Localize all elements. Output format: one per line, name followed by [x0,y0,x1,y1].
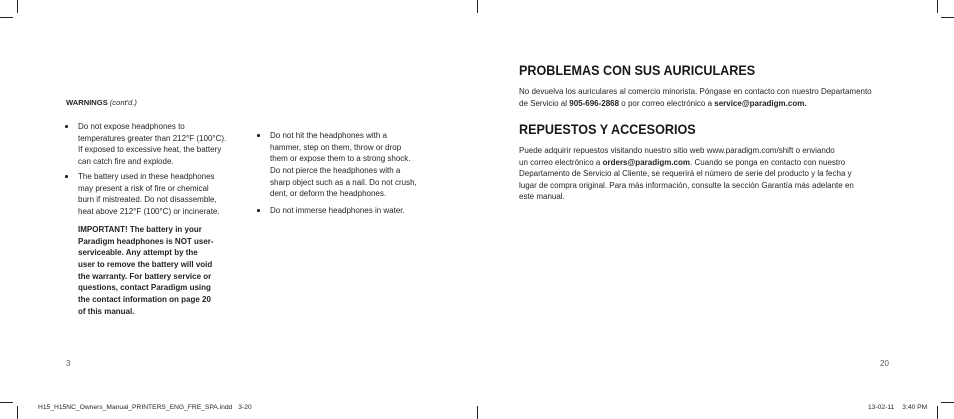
text-line: Do not expose headphones to [78,122,185,131]
warnings-continued-label: (cont'd.) [109,98,137,107]
text-line: Do not immerse headphones in water. [270,206,405,215]
bullet-dot [257,209,260,212]
text-line: can catch fire and explode. [78,157,174,167]
print-slug-file [38,403,252,413]
text-line: Do not hit the headphones with a [270,131,387,140]
text-line: temperatures greater than 212°F (100°C). [78,133,227,143]
text-line: sharp object such as a nail. Do not crush, [270,177,417,187]
slug-date: 13-02-11 [868,404,895,411]
section-paragraph [519,145,854,203]
text-line: the contact information on page 20 [78,295,211,305]
text-line: No devuelva los auriculares al comercio minorista. Póngase en contacto con nuestro Departamento [519,87,872,96]
text-line: of this manual. [78,306,135,316]
text-line: hammer, step on them, throw or drop [270,142,402,152]
bullet-dot [65,125,68,128]
bullet-dot [257,134,260,137]
text-line: the warranty. For battery service or [78,271,212,281]
text-line: lugar de compra original. Para más información, consulte la sección Garantía más adelante en [519,180,854,190]
slug-page-range: 3-20 [238,404,252,411]
text-line: Departamento de Servicio al Cliente, se requerirá el número de serie del producto y la fecha y [519,169,852,178]
text-line: heat above 212°F (100°C) or incinerate. [78,207,220,217]
text-line: may present a risk of fire or chemical [78,183,209,193]
text-line: de Servicio al 905-696-2868 o por correo electrónico a service@paradigm.com. [519,98,807,108]
slug-time: 3:40 PM [902,404,928,411]
text-line: este manual. [519,192,565,201]
slug-file-name: H15_H15NC_Owners_Manual_PRINTERS_ENG_FRE_SPA.indd [38,404,233,411]
text-line: questions, contact Paradigm using [78,283,211,293]
section-heading: REPUESTOS Y ACCESORIOS [519,121,696,137]
right-page [477,0,954,419]
text-line: un correo electrónico a orders@paradigm.com. Cuando se ponga en contacto con nuestro [519,157,846,167]
text-line: IMPORTANT! The battery in your [78,225,202,234]
text-line: Do not pierce the headphones with a [270,166,401,176]
warning-bullet [270,130,417,200]
print-slug-timestamp [868,403,927,413]
section-heading: PROBLEMAS CON SUS AURICULARES [519,62,756,78]
text-line: Paradigm headphones is NOT user- [78,236,214,246]
important-note [78,224,214,318]
section-paragraph [519,86,872,109]
page-number: 20 [880,359,889,368]
text-line: dent, or deform the headphones. [270,189,387,199]
warning-bullet [270,205,405,217]
warning-bullet [78,171,220,218]
text-line: Puede adquirir repuestos visitando nuestro sitio web www.paradigm.com/shift o enviando [519,146,835,155]
text-line: burn if mistreated. Do not disassemble, [78,195,217,205]
text-line: user to remove the battery will void [78,260,213,270]
phone-number: 905-696-2868 [569,98,620,108]
warning-bullet [78,121,226,168]
bullet-dot [65,175,68,178]
page-number: 3 [66,359,71,368]
warnings-label: WARNINGS [66,98,108,107]
text-line: them or expose them to a strong shock. [270,154,411,164]
text-line: The battery used in these headphones [78,172,215,181]
text-line: serviceable. Any attempt by the [78,248,198,258]
warnings-heading [66,97,137,109]
service-email: service@paradigm.com. [714,98,807,108]
text-line: If exposed to excessive heat, the battery [78,145,222,155]
orders-email: orders@paradigm.com [602,157,690,167]
